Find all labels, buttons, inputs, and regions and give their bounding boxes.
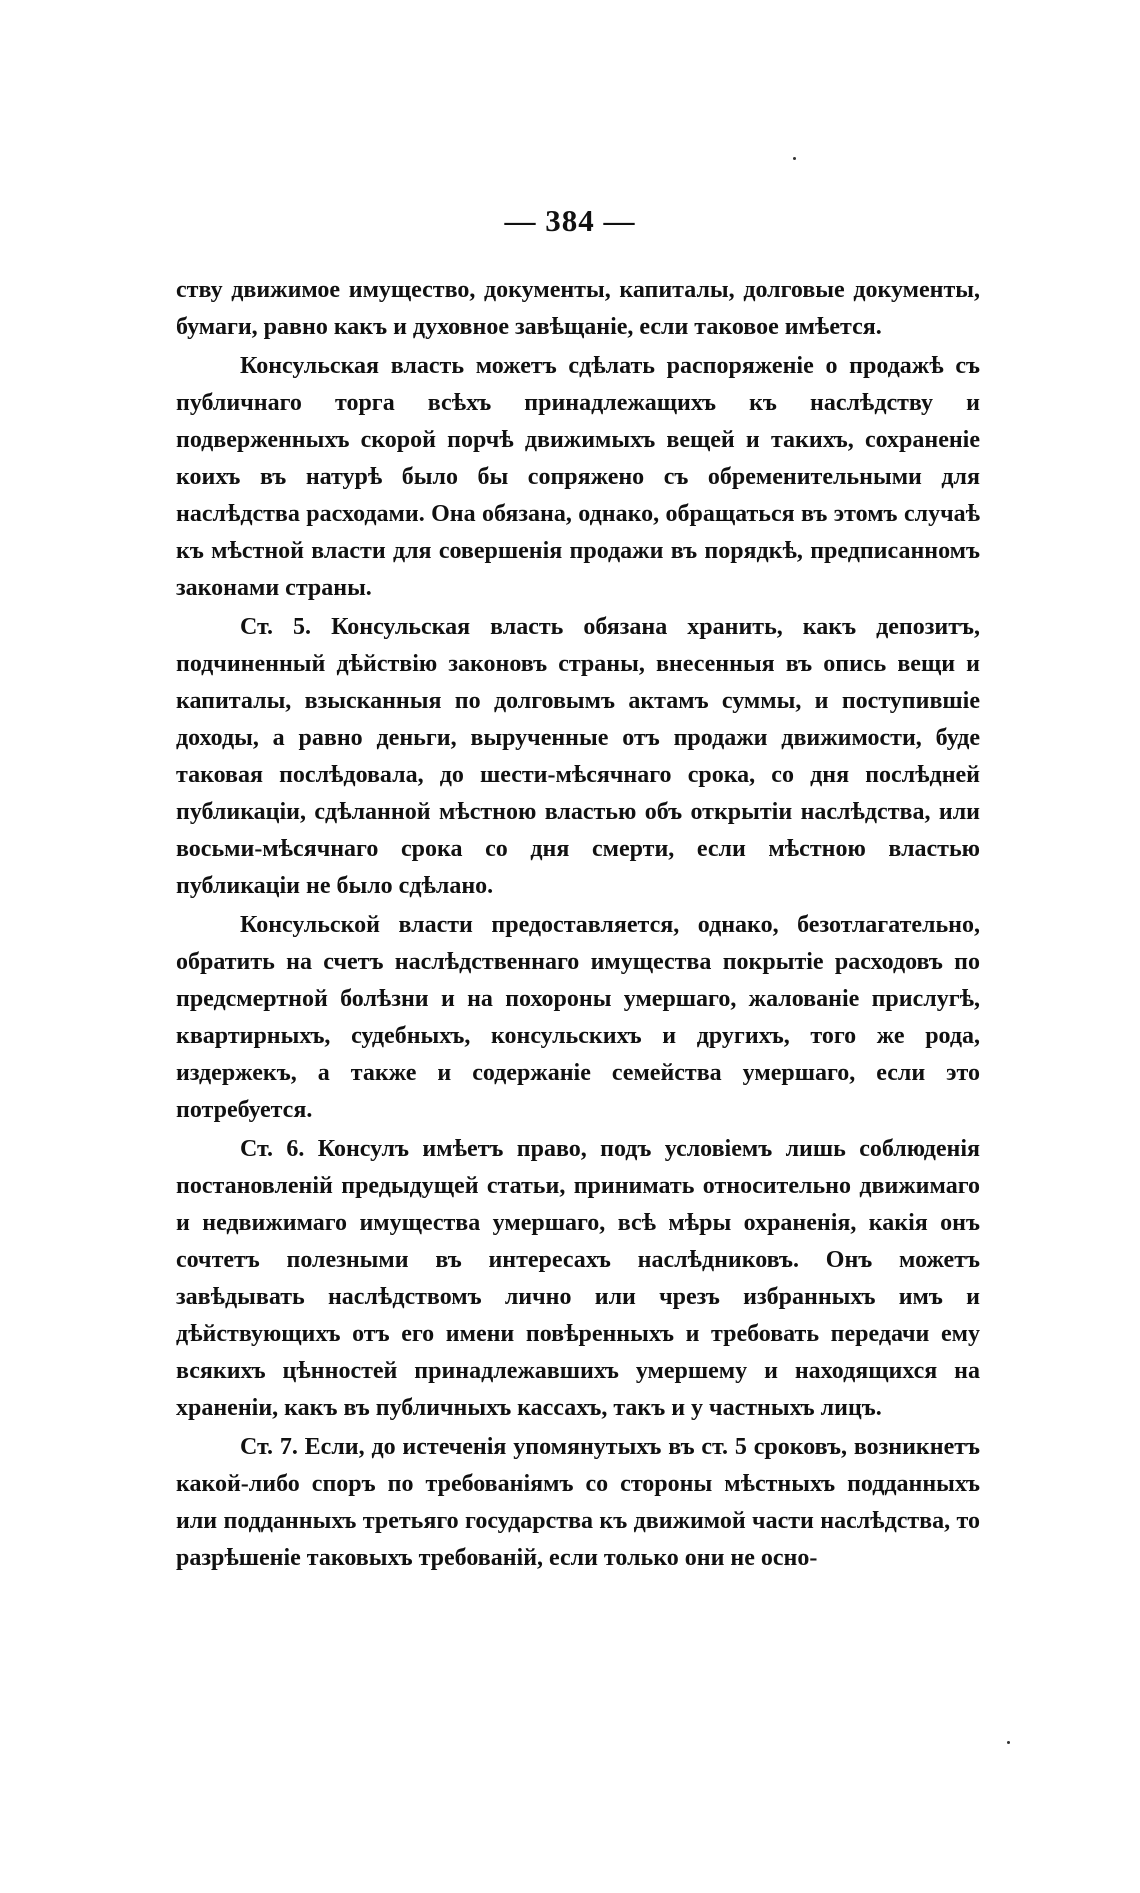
paragraph-continuation: ству движимое имущество, документы, капиталы, долговые документы, бумаги, равно какъ и духовное завѣщаніе, если таковое имѣется. [176,277,980,340]
page-number: — 384 — [504,203,636,238]
paragraph-article-6: Ст. 6. Консулъ имѣетъ право, подъ условіемъ лишь соблюденія постановленій предыдущей статьи, принимать относительно движимаго и недвижимаго имущества умершаго, всѣ мѣры охраненія, какія онъ сочтетъ полезными въ интересахъ наслѣдниковъ. Онъ можетъ завѣдывать наслѣдствомъ лично или чрезъ избранныхъ имъ и дѣйствующихъ отъ его имени повѣренныхъ и требовать передачи ему всякихъ цѣнностей принадлежавшихъ умершему и находящихся на храненіи, какъ въ публичныхъ кассахъ, такъ и у частныхъ лицъ. [176,1136,980,1421]
paragraph-consular-expenses: Консульской власти предоставляется, однако, безотлагательно, обратить на счетъ наслѣдственнаго имущества покрытіе расходовъ по предсмертной болѣзни и на похороны умершаго, жалованіе прислугѣ, квартирныхъ, судебныхъ, консульскихъ и другихъ, того же рода, издержекъ, а также и содержаніе семейства умершаго, если это потребуется. [176,912,980,1123]
paragraph-article-7: Ст. 7. Если, до истеченія упомянутыхъ въ ст. 5 сроковъ, возникнетъ какой-либо споръ по требованіямъ со стороны мѣстныхъ подданныхъ или подданныхъ третьяго государства къ движимой части наслѣдства, то разрѣшеніе таковыхъ требованій, если только они не осно- [176,1434,980,1571]
scan-speck [793,157,796,160]
scan-speck [1007,1741,1010,1744]
paragraph-article-5: Ст. 5. Консульская власть обязана хранить, какъ депозитъ, подчиненный дѣйствію законовъ страны, внесенныя въ опись вещи и капиталы, взысканныя по долговымъ актамъ суммы, и поступившіе доходы, а равно деньги, вырученные отъ продажи движимости, буде таковая послѣдовала, до шести-мѣсячнаго срока, со дня послѣдней публикаціи, сдѣланной мѣстною властью объ открытіи наслѣдства, или восьми-мѣсячнаго срока со дня смерти, если мѣстною властью публикаціи не было сдѣлано. [176,614,980,899]
body-text [176,272,980,1579]
paragraph-consular-sale: Консульская власть можетъ сдѣлать распоряженіе о продажѣ съ публичнаго торга всѣхъ принадлежащихъ къ наслѣдству и подверженныхъ скорой порчѣ движимыхъ вещей и такихъ, сохраненіе коихъ въ натурѣ было бы сопряжено съ обременительными для наслѣдства расходами. Она обязана, однако, обращаться въ этомъ случаѣ къ мѣстной власти для совершенія продажи въ порядкѣ, предписанномъ законами страны. [176,353,980,601]
